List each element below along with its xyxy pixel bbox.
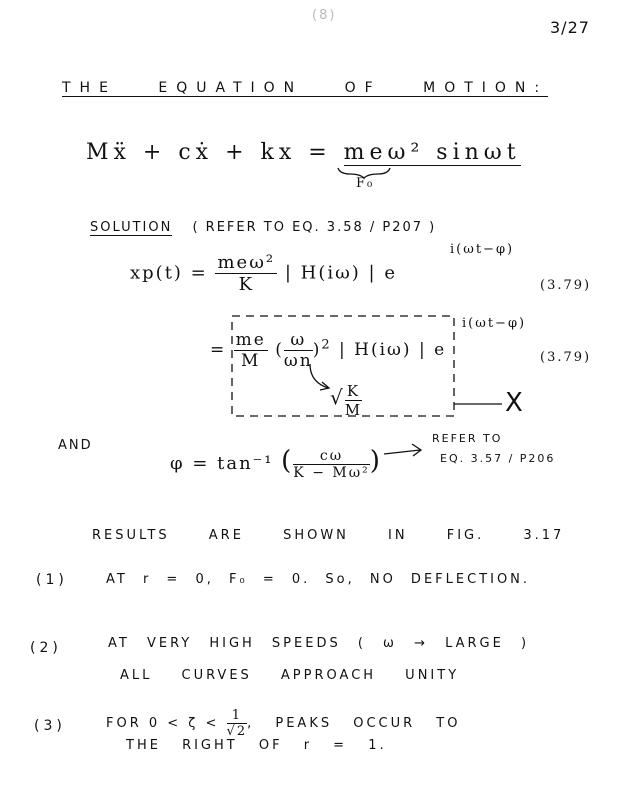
heading: THE EQUATION OF MOTION:: [62, 80, 549, 96]
eq1-tag: (3.79): [540, 278, 592, 293]
phase-lhs: φ = tan⁻¹: [170, 453, 274, 474]
date: 3/27: [550, 18, 590, 37]
item-3-number: (3): [34, 718, 66, 734]
eq2-exponent: i(ωt−φ): [462, 316, 527, 331]
phase-den: K − Mω²: [293, 464, 370, 481]
phase-ref-line2: EQ. 3.57 / P206: [440, 452, 556, 465]
eq2-den2: ωn: [283, 351, 313, 371]
underbrace: [338, 168, 390, 178]
brace-label: F₀: [356, 176, 375, 191]
equation-2: = $\frac{me}{M}$ ( $\frac{\omega}{\omega n}$ )$^2$ | H(iω) | e: [210, 330, 447, 371]
item-2-number: (2): [30, 640, 62, 656]
item-3-frac-num: 1: [227, 708, 248, 724]
eq2-num2: ω: [284, 330, 313, 351]
phase-equation: φ = tan⁻¹ ( $\frac{c\omega}{\text{K − Mω²}}$ ): [170, 446, 382, 481]
item-1-number: (1): [36, 572, 68, 588]
refer-arrow: [384, 450, 420, 454]
item-3-post: , PEAKS OCCUR TO: [247, 716, 461, 731]
phase-num: cω: [293, 448, 369, 465]
results-text: RESULTS ARE SHOWN IN FIG. 3.17: [92, 528, 565, 543]
eq2-den1: M: [241, 351, 261, 371]
item-2-line2: ALL CURVES APPROACH UNITY: [120, 668, 460, 683]
eq2-mid: | H(iω) | e: [339, 340, 447, 360]
item-1-text: AT r = 0, F₀ = 0. So, NO DEFLECTION.: [106, 572, 531, 587]
solution-ref: ( REFER TO EQ. 3.58 / P207 ): [192, 220, 437, 235]
item-3-pre: FOR 0 < ζ <: [106, 716, 227, 731]
eq1-exponent: i(ωt−φ): [450, 242, 515, 257]
eq1-mid: | H(iω) | e: [284, 262, 397, 284]
note-num: K: [345, 382, 362, 401]
phase-ref-line1: REFER TO: [432, 432, 503, 445]
dashed-box: [232, 316, 454, 416]
item-3-line2: THE RIGHT OF r = 1.: [126, 738, 387, 753]
and-label: AND: [58, 438, 93, 453]
item-3-frac-den: √2: [226, 724, 248, 739]
eq1-num: meω²: [217, 252, 276, 273]
eq2-num1: me: [235, 330, 266, 350]
page-mark: (8): [312, 8, 337, 23]
eq2-power: 2: [321, 337, 332, 353]
cross-mark: X: [505, 388, 523, 418]
eq1-lhs: xp(t) =: [130, 262, 216, 284]
item-2-line1: AT VERY HIGH SPEEDS ( ω → LARGE ): [108, 636, 530, 651]
eom-rhs: meω² sinωt: [343, 140, 521, 165]
eq1-den: K: [238, 274, 255, 295]
solution-label: SOLUTION: [90, 220, 173, 235]
eq2-tag: (3.79): [540, 350, 592, 365]
eq2-prefix: =: [210, 340, 234, 360]
sqrt-note: √ $\frac{K}{M}$: [330, 382, 363, 419]
eom-left: Mẍ + cẋ + kx =: [86, 140, 344, 165]
note-den: M: [344, 401, 363, 419]
